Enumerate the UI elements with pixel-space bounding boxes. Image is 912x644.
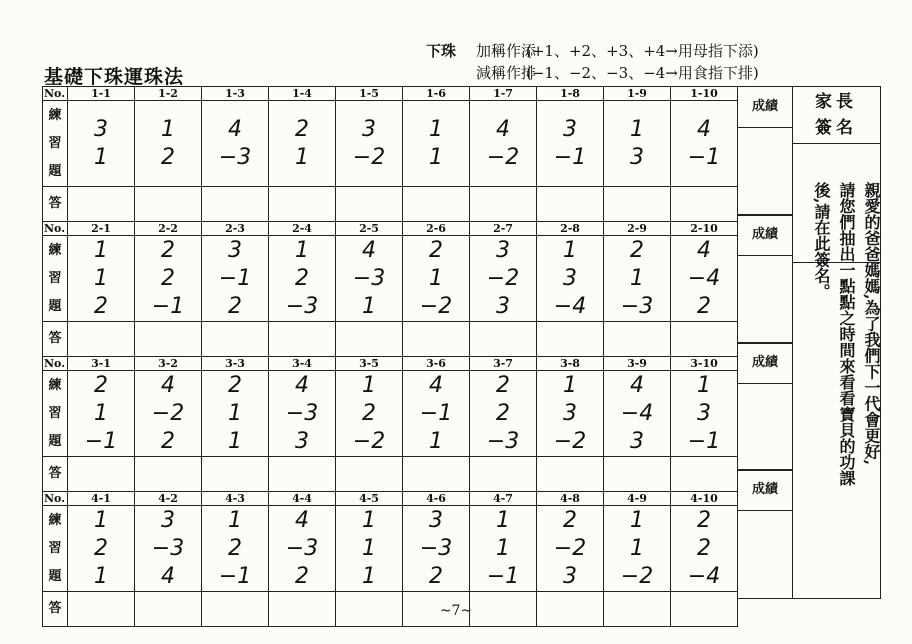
- problem-number: 1: [362, 507, 376, 533]
- no-label: No.: [43, 222, 68, 236]
- problem-number: −2: [352, 428, 386, 454]
- problem-cell: [269, 506, 336, 592]
- answer-label: 答: [43, 592, 68, 627]
- answer-cell[interactable]: [604, 322, 671, 357]
- practice-label-char: 題: [48, 568, 62, 584]
- problem-number: 3: [94, 116, 108, 142]
- problem-number: 2: [563, 507, 577, 533]
- score-label: 成績: [738, 87, 792, 128]
- answer-cell[interactable]: [604, 457, 671, 492]
- problem-id: 2-1: [68, 222, 135, 236]
- problem-number: −3: [486, 428, 520, 454]
- page-title: 基礎下珠運珠法: [44, 66, 185, 88]
- problem-number: 3: [563, 265, 577, 291]
- problem-number: 1: [630, 507, 644, 533]
- problem-cell: [671, 236, 738, 322]
- problem-cell: [537, 236, 604, 322]
- practice-label-char: 習: [48, 405, 62, 421]
- problem-number: 3: [563, 563, 577, 589]
- worksheet-table: [42, 86, 738, 627]
- problem-cell: [604, 101, 671, 187]
- problem-cell: [537, 371, 604, 457]
- problem-number: 2: [228, 535, 242, 561]
- problem-number: −1: [151, 293, 185, 319]
- problem-id: 3-7: [470, 357, 537, 371]
- answer-cell[interactable]: [135, 187, 202, 222]
- problem-number: 4: [228, 116, 242, 142]
- problem-number: 1: [94, 144, 108, 170]
- problem-cell: [269, 371, 336, 457]
- legend-sub-label: 減稱作排: [476, 64, 537, 82]
- parent-note-col-3: 後,請在此簽名。: [812, 182, 831, 300]
- problem-number: 4: [161, 563, 175, 589]
- score-box[interactable]: [738, 86, 793, 216]
- problem-number: 1: [630, 116, 644, 142]
- score-box[interactable]: [738, 469, 793, 599]
- problem-number: 1: [295, 144, 309, 170]
- problem-cell: [202, 236, 269, 322]
- problem-number: 3: [362, 116, 376, 142]
- answer-cell[interactable]: [470, 322, 537, 357]
- problem-id: 4-4: [269, 492, 336, 506]
- problem-row: [43, 506, 738, 592]
- problem-row: [43, 101, 738, 187]
- problem-cell: [671, 101, 738, 187]
- problem-number: 1: [228, 507, 242, 533]
- practice-label: [43, 101, 68, 187]
- problem-number: 2: [697, 507, 711, 533]
- problem-id: 1-3: [202, 87, 269, 101]
- problem-id: 2-6: [403, 222, 470, 236]
- problem-number: 1: [228, 400, 242, 426]
- problem-cell: [269, 236, 336, 322]
- problem-number: 4: [295, 507, 309, 533]
- answer-cell[interactable]: [403, 322, 470, 357]
- answer-cell[interactable]: [336, 457, 403, 492]
- answer-cell[interactable]: [537, 187, 604, 222]
- problem-cell: [202, 101, 269, 187]
- problem-number: 2: [228, 372, 242, 398]
- problem-cell: [403, 236, 470, 322]
- problem-number: −1: [218, 563, 252, 589]
- problem-id: 2-3: [202, 222, 269, 236]
- answer-cell[interactable]: [604, 187, 671, 222]
- score-label: 成績: [738, 215, 792, 256]
- problem-cell: [470, 371, 537, 457]
- set-header-row: [43, 87, 738, 101]
- problem-number: −2: [553, 428, 587, 454]
- problem-cell: [403, 371, 470, 457]
- answer-cell[interactable]: [135, 322, 202, 357]
- problem-number: −1: [84, 428, 118, 454]
- problem-number: 3: [630, 144, 644, 170]
- problem-number: 3: [563, 400, 577, 426]
- answer-cell[interactable]: [537, 322, 604, 357]
- problem-number: −3: [285, 293, 319, 319]
- signature-heading: [792, 87, 880, 144]
- problem-number: 2: [630, 237, 644, 263]
- problem-number: 4: [429, 372, 443, 398]
- problem-number: 4: [697, 237, 711, 263]
- problem-number: 2: [429, 563, 443, 589]
- problem-id: 1-1: [68, 87, 135, 101]
- answer-row: [43, 187, 738, 222]
- problem-number: 2: [362, 400, 376, 426]
- practice-label-char: 練: [48, 242, 62, 258]
- problem-number: 1: [94, 265, 108, 291]
- problem-cell: [135, 506, 202, 592]
- practice-label-char: 習: [48, 270, 62, 286]
- problem-row: [43, 236, 738, 322]
- no-label: No.: [43, 357, 68, 371]
- problem-number: 2: [161, 428, 175, 454]
- problem-number: 1: [630, 265, 644, 291]
- problem-id: 3-2: [135, 357, 202, 371]
- problem-number: 1: [161, 116, 175, 142]
- no-label: No.: [43, 87, 68, 101]
- answer-cell[interactable]: [671, 457, 738, 492]
- problem-id: 3-6: [403, 357, 470, 371]
- answer-label: 答: [43, 457, 68, 492]
- problem-number: −2: [486, 144, 520, 170]
- problem-id: 1-10: [671, 87, 738, 101]
- problem-number: 4: [697, 116, 711, 142]
- problem-number: 4: [295, 372, 309, 398]
- score-box[interactable]: [738, 214, 793, 344]
- problem-number: 1: [94, 237, 108, 263]
- problem-number: 2: [295, 265, 309, 291]
- problem-number: 1: [295, 237, 309, 263]
- problem-cell: [537, 506, 604, 592]
- problem-id: 3-3: [202, 357, 269, 371]
- problem-cell: [537, 101, 604, 187]
- problem-number: 2: [429, 237, 443, 263]
- problem-number: −1: [419, 400, 453, 426]
- problem-id: 2-2: [135, 222, 202, 236]
- problem-cell: [671, 506, 738, 592]
- problem-number: −1: [687, 144, 721, 170]
- problem-number: 4: [362, 237, 376, 263]
- practice-label-char: 題: [48, 433, 62, 449]
- problem-number: −2: [419, 293, 453, 319]
- practice-label-char: 練: [48, 107, 62, 123]
- answer-cell[interactable]: [202, 457, 269, 492]
- problem-id: 4-7: [470, 492, 537, 506]
- problem-cell: [68, 371, 135, 457]
- signature-heading-line1: 家長: [815, 92, 857, 112]
- legend-add-text: (+1、+2、+3、+4→用母指下添): [526, 42, 759, 60]
- problem-number: 1: [496, 507, 510, 533]
- answer-cell[interactable]: [403, 457, 470, 492]
- problem-id: 4-3: [202, 492, 269, 506]
- problem-id: 2-8: [537, 222, 604, 236]
- answer-cell[interactable]: [202, 322, 269, 357]
- answer-cell[interactable]: [671, 322, 738, 357]
- problem-number: 2: [94, 372, 108, 398]
- problem-id: 4-2: [135, 492, 202, 506]
- problem-number: 1: [362, 563, 376, 589]
- problem-cell: [671, 371, 738, 457]
- problem-number: 2: [94, 293, 108, 319]
- problem-number: −1: [687, 428, 721, 454]
- set-header-row: [43, 492, 738, 506]
- problem-number: −4: [687, 563, 721, 589]
- problem-id: 2-9: [604, 222, 671, 236]
- problem-cell: [135, 371, 202, 457]
- legend: [426, 40, 759, 84]
- problem-cell: [68, 506, 135, 592]
- problem-id: 2-5: [336, 222, 403, 236]
- legend-sub-text: (−1、−2、−3、−4→用食指下排): [526, 64, 759, 82]
- problem-number: 2: [496, 400, 510, 426]
- problem-number: 2: [228, 293, 242, 319]
- problem-number: 3: [630, 428, 644, 454]
- answer-cell[interactable]: [202, 187, 269, 222]
- problem-id: 4-10: [671, 492, 738, 506]
- problem-id: 2-7: [470, 222, 537, 236]
- practice-label: [43, 506, 68, 592]
- problem-cell: [470, 506, 537, 592]
- problem-number: −3: [285, 535, 319, 561]
- problem-number: −2: [620, 563, 654, 589]
- score-label: 成績: [738, 470, 792, 511]
- problem-number: 3: [496, 293, 510, 319]
- set-header-row: [43, 357, 738, 371]
- problem-id: 1-2: [135, 87, 202, 101]
- problem-number: 3: [697, 400, 711, 426]
- problem-id: 3-8: [537, 357, 604, 371]
- problem-id: 2-10: [671, 222, 738, 236]
- problem-number: −1: [218, 265, 252, 291]
- problem-number: −3: [419, 535, 453, 561]
- problem-id: 3-5: [336, 357, 403, 371]
- problem-cell: [135, 101, 202, 187]
- problem-number: 2: [496, 372, 510, 398]
- problem-number: 1: [563, 372, 577, 398]
- problem-number: 2: [161, 144, 175, 170]
- practice-label-char: 習: [48, 540, 62, 556]
- answer-cell[interactable]: [135, 457, 202, 492]
- answer-cell[interactable]: [68, 457, 135, 492]
- no-label: No.: [43, 492, 68, 506]
- problem-number: −4: [620, 400, 654, 426]
- problem-number: 1: [697, 372, 711, 398]
- problem-number: −1: [553, 144, 587, 170]
- problem-number: −1: [486, 563, 520, 589]
- problem-number: −3: [285, 400, 319, 426]
- problem-cell: [604, 236, 671, 322]
- problem-number: 4: [161, 372, 175, 398]
- problem-number: 2: [94, 535, 108, 561]
- problem-number: 1: [429, 265, 443, 291]
- problem-number: 1: [228, 428, 242, 454]
- problem-number: 3: [161, 507, 175, 533]
- practice-label-char: 題: [48, 298, 62, 314]
- problem-id: 2-4: [269, 222, 336, 236]
- problem-number: 1: [94, 507, 108, 533]
- answer-cell[interactable]: [470, 187, 537, 222]
- answer-cell[interactable]: [336, 322, 403, 357]
- problem-number: 1: [362, 293, 376, 319]
- problem-cell: [470, 101, 537, 187]
- problem-id: 1-8: [537, 87, 604, 101]
- problem-id: 3-1: [68, 357, 135, 371]
- problem-cell: [336, 101, 403, 187]
- problem-number: 1: [94, 563, 108, 589]
- problem-id: 4-6: [403, 492, 470, 506]
- problem-id: 1-7: [470, 87, 537, 101]
- answer-cell[interactable]: [336, 187, 403, 222]
- problem-number: 3: [496, 237, 510, 263]
- practice-label-char: 練: [48, 377, 62, 393]
- legend-sub-row: [426, 62, 759, 84]
- answer-cell[interactable]: [537, 457, 604, 492]
- problem-id: 3-4: [269, 357, 336, 371]
- problem-id: 4-1: [68, 492, 135, 506]
- problem-cell: [604, 506, 671, 592]
- problem-number: 3: [429, 507, 443, 533]
- problem-id: 4-8: [537, 492, 604, 506]
- problem-number: 4: [630, 372, 644, 398]
- parent-note-col-1: 親愛的爸爸媽媽,為了我們下一代會更好,: [862, 182, 881, 466]
- problem-number: 2: [697, 293, 711, 319]
- page-number: ~7~: [439, 603, 473, 619]
- answer-row: [43, 457, 738, 492]
- answer-cell[interactable]: [68, 187, 135, 222]
- problem-id: 1-4: [269, 87, 336, 101]
- problem-number: −2: [151, 400, 185, 426]
- problem-id: 3-10: [671, 357, 738, 371]
- practice-label: [43, 236, 68, 322]
- practice-label-char: 練: [48, 512, 62, 528]
- practice-label-char: 題: [48, 163, 62, 179]
- problem-number: 1: [429, 116, 443, 142]
- problem-cell: [336, 506, 403, 592]
- problem-number: −2: [553, 535, 587, 561]
- problem-number: 1: [563, 237, 577, 263]
- problem-number: 2: [295, 116, 309, 142]
- problem-number: 1: [429, 428, 443, 454]
- problem-number: −3: [352, 265, 386, 291]
- problem-cell: [269, 101, 336, 187]
- legend-topic: 下珠: [426, 42, 457, 60]
- problem-row: [43, 371, 738, 457]
- problem-number: −3: [218, 144, 252, 170]
- problem-number: 1: [496, 535, 510, 561]
- problem-cell: [604, 371, 671, 457]
- set-header-row: [43, 222, 738, 236]
- problem-number: 2: [161, 237, 175, 263]
- problem-id: 1-6: [403, 87, 470, 101]
- problem-cell: [336, 236, 403, 322]
- score-box[interactable]: [738, 342, 793, 472]
- problem-cell: [403, 101, 470, 187]
- signature-heading-line2: 簽名: [815, 118, 857, 138]
- problem-cell: [68, 236, 135, 322]
- problem-number: 2: [697, 535, 711, 561]
- problem-number: 1: [362, 372, 376, 398]
- answer-cell[interactable]: [403, 187, 470, 222]
- problem-number: −4: [687, 265, 721, 291]
- problem-number: −2: [486, 265, 520, 291]
- problem-id: 1-9: [604, 87, 671, 101]
- problem-number: 3: [295, 428, 309, 454]
- problem-cell: [202, 506, 269, 592]
- problem-id: 1-5: [336, 87, 403, 101]
- problem-number: 3: [563, 116, 577, 142]
- score-label: 成績: [738, 343, 792, 384]
- problem-cell: [202, 371, 269, 457]
- answer-label: 答: [43, 187, 68, 222]
- answer-cell[interactable]: [269, 187, 336, 222]
- problem-number: 3: [228, 237, 242, 263]
- problem-cell: [135, 236, 202, 322]
- parent-note: [794, 182, 882, 592]
- answer-cell[interactable]: [269, 457, 336, 492]
- problem-cell: [470, 236, 537, 322]
- legend-add-label: 加稱作添: [476, 42, 537, 60]
- answer-cell[interactable]: [671, 187, 738, 222]
- answer-cell[interactable]: [470, 457, 537, 492]
- parent-note-col-2: 請您們抽出一點點之時間來看看寶貝的功課: [837, 182, 856, 486]
- problem-number: −2: [352, 144, 386, 170]
- problem-number: 1: [94, 400, 108, 426]
- problem-cell: [68, 101, 135, 187]
- answer-cell[interactable]: [68, 322, 135, 357]
- problem-cell: [403, 506, 470, 592]
- problem-number: 1: [362, 535, 376, 561]
- problem-number: 2: [295, 563, 309, 589]
- problem-id: 4-9: [604, 492, 671, 506]
- practice-label-char: 習: [48, 135, 62, 151]
- problem-number: 1: [429, 144, 443, 170]
- problem-id: 4-5: [336, 492, 403, 506]
- problem-id: 3-9: [604, 357, 671, 371]
- problem-number: 2: [161, 265, 175, 291]
- answer-cell[interactable]: [269, 322, 336, 357]
- problem-number: −4: [553, 293, 587, 319]
- answer-label: 答: [43, 322, 68, 357]
- answer-row: [43, 322, 738, 357]
- problem-number: 1: [630, 535, 644, 561]
- problem-number: −3: [620, 293, 654, 319]
- legend-add-row: [426, 40, 759, 62]
- problem-cell: [336, 371, 403, 457]
- practice-label: [43, 371, 68, 457]
- problem-number: 4: [496, 116, 510, 142]
- problem-number: −3: [151, 535, 185, 561]
